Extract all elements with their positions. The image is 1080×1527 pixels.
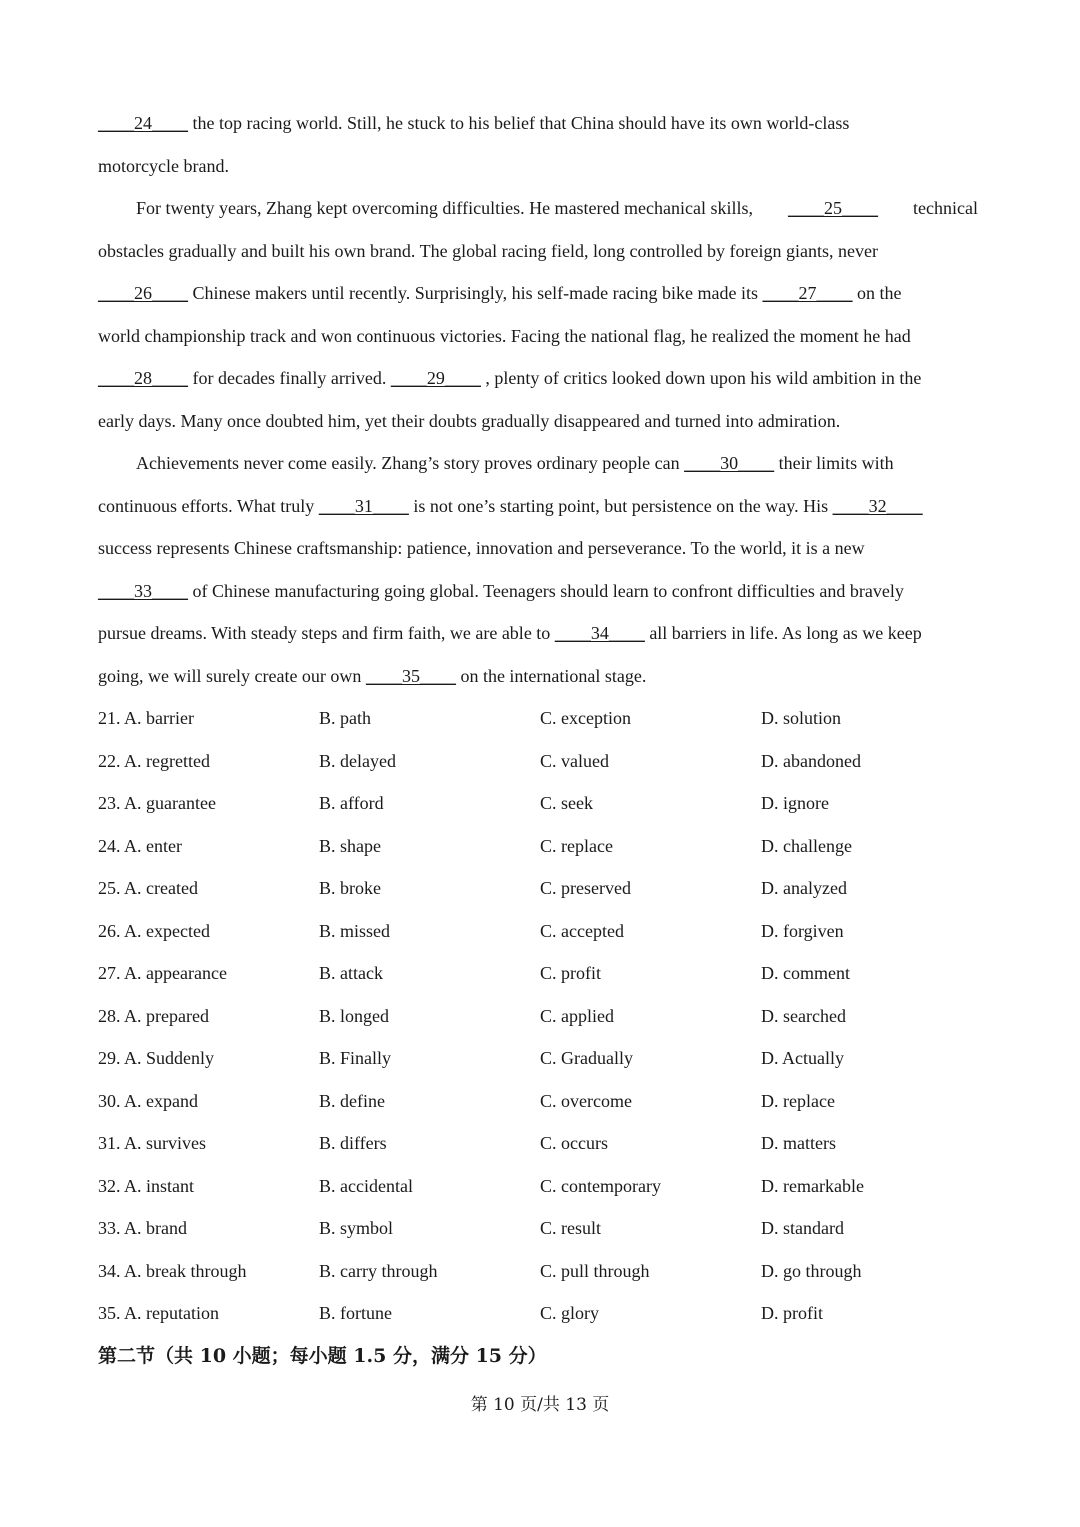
option-c: C. accepted — [540, 920, 624, 941]
option-b: B. carry through — [319, 1260, 438, 1281]
option-c: C. pull through — [540, 1260, 650, 1281]
option-b: B. delayed — [319, 750, 396, 771]
option-c: C. applied — [540, 1005, 614, 1026]
option-d: D. challenge — [761, 835, 852, 856]
option-b: B. path — [319, 708, 371, 728]
question-options-28 — [98, 995, 978, 1038]
option-c: C. replace — [540, 835, 613, 856]
passage-text: is not one’s starting point, but persistence on the way. His — [408, 495, 833, 516]
option-c: C. profit — [540, 963, 601, 983]
option-a: 32. A. instant — [98, 1175, 195, 1196]
option-b: B. define — [319, 1090, 385, 1111]
passage-line — [98, 102, 978, 145]
passage-text: of Chinese manufacturing going global. Teenagers should learn to confront difficulties and bravely — [188, 580, 904, 601]
option-d: D. matters — [761, 1133, 836, 1153]
passage-line — [98, 655, 978, 698]
option-c: C. contemporary — [540, 1175, 661, 1196]
option-d: D. go through — [761, 1260, 862, 1281]
option-d: D. Actually — [761, 1048, 844, 1068]
passage-text: pursue dreams. With steady steps and firm faith, we are able to — [98, 623, 555, 643]
option-d: D. analyzed — [761, 878, 847, 898]
option-a: 21. A. barrier — [98, 708, 194, 728]
blank-35: ____35____ — [365, 665, 456, 686]
option-d: D. remarkable — [761, 1175, 864, 1196]
option-c: C. glory — [540, 1303, 600, 1323]
passage-text: For twenty years, Zhang kept overcoming difficulties. He mastered mechanical skills, — [136, 198, 753, 218]
question-options-23 — [98, 782, 978, 825]
option-c: C. overcome — [540, 1090, 632, 1111]
passage-line: early days. Many once doubted him, yet their doubts gradually disappeared and turned into admiration. — [98, 410, 841, 431]
option-b: B. broke — [319, 878, 381, 898]
option-b: B. symbol — [319, 1218, 394, 1238]
blank-26: ____26____ — [98, 283, 188, 303]
document-page — [98, 102, 978, 1377]
option-b: B. shape — [319, 835, 381, 856]
blank-33: ____33____ — [98, 580, 188, 601]
option-a: 28. A. prepared — [98, 1005, 209, 1026]
option-b: B. differs — [319, 1133, 387, 1153]
passage-line — [98, 485, 978, 528]
section-title: 第二节（共 10 小题；每小题 1.5 分，满分 15 分） — [98, 1344, 547, 1367]
blank-28: ____28____ — [98, 368, 188, 388]
passage-text: Achievements never come easily. Zhang’s story proves ordinary people can — [136, 453, 685, 473]
blank-29: ____29____ — [390, 368, 481, 388]
option-c: C. valued — [540, 750, 609, 771]
passage-text: technical — [913, 198, 978, 218]
option-d: D. ignore — [761, 793, 829, 813]
option-c: C. Gradually — [540, 1048, 633, 1068]
question-options-27 — [98, 952, 978, 995]
option-a: 30. A. expand — [98, 1090, 198, 1111]
option-b: B. longed — [319, 1005, 389, 1026]
passage-text: going, we will surely create our own — [98, 665, 366, 686]
passage-line: success represents Chinese craftsmanship: patience, innovation and perseverance. To the world, it is a new — [98, 538, 865, 558]
option-c: C. occurs — [540, 1133, 608, 1153]
option-a: 35. A. reputation — [98, 1303, 219, 1323]
passage-line: motorcycle brand. — [98, 155, 229, 176]
option-b: B. fortune — [319, 1303, 392, 1323]
options-list — [98, 697, 978, 1335]
option-c: C. preserved — [540, 878, 631, 898]
question-options-21 — [98, 697, 978, 740]
passage-line: obstacles gradually and built his own brand. The global racing field, long controlled by foreign giants, never — [98, 240, 878, 261]
blank-32: ____32____ — [832, 495, 923, 516]
page-number: 第 10 页/共 13 页 — [470, 1395, 610, 1415]
passage-line — [98, 570, 978, 613]
passage-line — [98, 187, 978, 230]
passage-line — [98, 272, 978, 315]
option-d: D. forgiven — [761, 920, 844, 941]
option-b: B. afford — [319, 793, 384, 813]
blank-25: ____25____ — [788, 198, 879, 218]
option-c: C. result — [540, 1218, 601, 1238]
question-options-29 — [98, 1037, 978, 1080]
blank-24: ____24____ — [98, 113, 188, 133]
option-a: 29. A. Suddenly — [98, 1048, 215, 1068]
option-b: B. accidental — [319, 1175, 413, 1196]
option-a: 31. A. survives — [98, 1133, 206, 1153]
passage-text: on the international stage. — [455, 665, 647, 686]
blank-30: ____30____ — [684, 453, 775, 473]
question-options-34 — [98, 1250, 978, 1293]
option-b: B. missed — [319, 920, 391, 941]
passage-text: Chinese makers until recently. Surprisingly, his self-made racing bike made its — [188, 283, 763, 303]
question-options-30 — [98, 1080, 978, 1123]
passage-line — [98, 612, 978, 655]
option-a: 22. A. regretted — [98, 750, 210, 771]
blank-34: ____34____ — [554, 623, 645, 643]
passage-line — [98, 442, 978, 485]
option-d: D. profit — [761, 1303, 823, 1323]
question-options-31 — [98, 1122, 978, 1165]
option-d: D. standard — [761, 1218, 844, 1238]
question-options-33 — [98, 1207, 978, 1250]
option-a: 25. A. created — [98, 878, 198, 898]
question-options-26 — [98, 910, 978, 953]
option-c: C. seek — [540, 793, 593, 813]
passage-text: continuous efforts. What truly — [98, 495, 319, 516]
blank-31: ____31____ — [318, 495, 409, 516]
passage-text: , plenty of critics looked down upon his wild ambition in the — [480, 368, 922, 388]
option-d: D. replace — [761, 1090, 835, 1111]
option-d: D. solution — [761, 708, 842, 728]
option-a: 24. A. enter — [98, 835, 182, 856]
question-options-25 — [98, 867, 978, 910]
passage-text: all barriers in life. As long as we keep — [644, 623, 922, 643]
option-d: D. abandoned — [761, 750, 861, 771]
passage-line — [98, 357, 978, 400]
passage-text: their limits with — [774, 453, 894, 473]
passage-text: the top racing world. Still, he stuck to his belief that China should have its own world-class — [188, 113, 850, 133]
option-b: B. attack — [319, 963, 383, 983]
option-d: D. comment — [761, 963, 850, 983]
option-a: 33. A. brand — [98, 1218, 187, 1238]
passage-text: for decades finally arrived. — [188, 368, 391, 388]
option-a: 27. A. appearance — [98, 963, 227, 983]
option-b: B. Finally — [319, 1048, 392, 1068]
question-options-22 — [98, 740, 978, 783]
question-options-35 — [98, 1292, 978, 1335]
blank-27: ____27____ — [762, 283, 853, 303]
option-c: C. exception — [540, 708, 631, 728]
question-options-32 — [98, 1165, 978, 1208]
option-a: 26. A. expected — [98, 920, 210, 941]
option-a: 34. A. break through — [98, 1260, 247, 1281]
passage-line: world championship track and won continuous victories. Facing the national flag, he realized the moment he had — [98, 325, 911, 346]
option-d: D. searched — [761, 1005, 846, 1026]
option-a: 23. A. guarantee — [98, 793, 216, 813]
question-options-24 — [98, 825, 978, 868]
passage-text: on the — [852, 283, 902, 303]
